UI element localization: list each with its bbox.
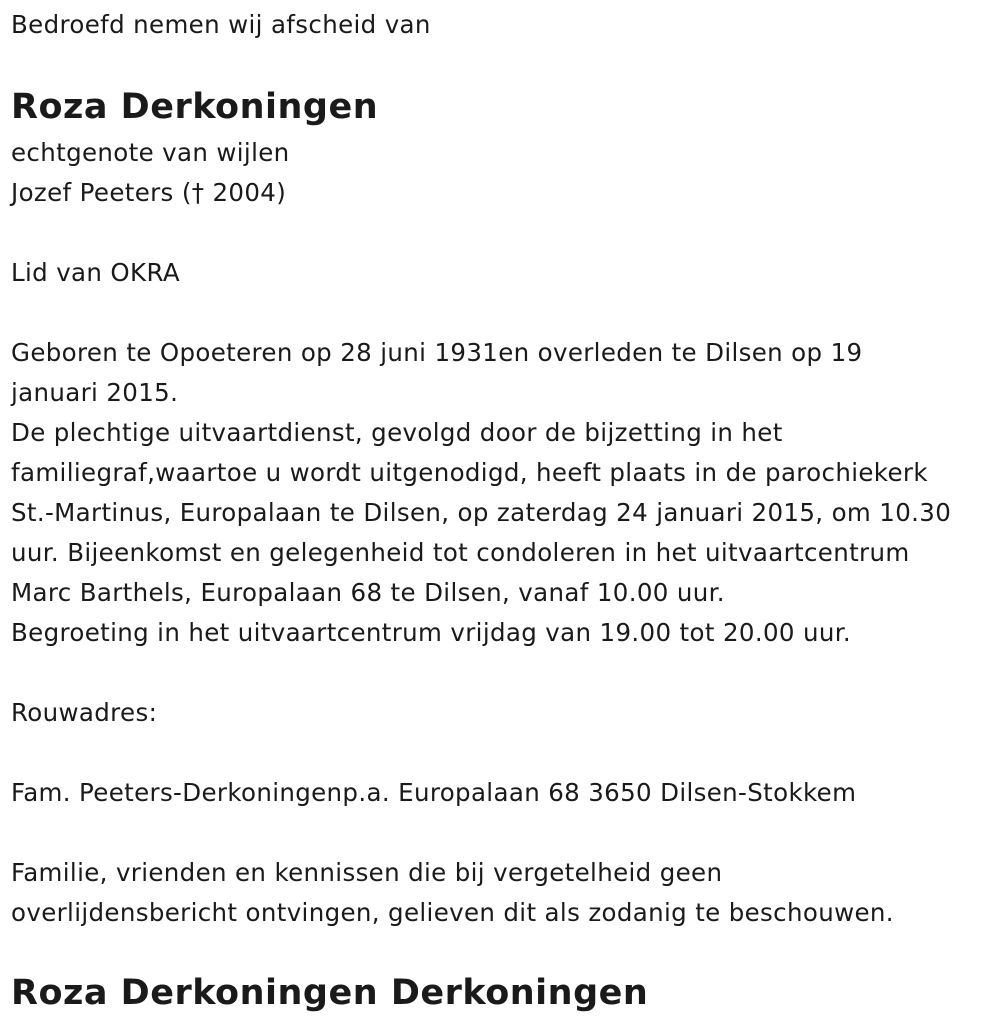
notice-block [11,853,894,933]
details-line: familiegraf,waartoe u wordt uitgenodigd, heeft plaats in de parochiekerk [11,458,928,487]
details-line: De plechtige uitvaartdienst, gevolgd door de bijzetting in het [11,418,783,447]
membership-block [11,253,180,293]
notice-line: overlijdensbericht ontvingen, gelieven dit als zodanig te beschouwen. [11,898,894,927]
spouse-death-year: 2004) [204,178,287,207]
rouwadres-label: Rouwadres: [11,698,158,727]
footer-name-heading: Roza Derkoningen Derkoningen [11,973,649,1013]
rouwadres-block [11,773,856,813]
notice-line: Familie, vrienden en kennissen die bij vergetelheid geen [11,858,723,887]
deceased-name-heading: Roza Derkoningen [11,87,379,127]
details-line: St.-Martinus, Europalaan te Dilsen, op zaterdag 24 januari 2015, om 10.30 [11,498,952,527]
cross-icon: † [191,178,205,207]
details-line: Begroeting in het uitvaartcentrum vrijdag van 19.00 tot 20.00 uur. [11,618,852,647]
details-block [11,333,951,653]
spouse-name: Jozef Peeters ( [11,178,192,207]
spouse-relation: echtgenote van wijlen [11,138,290,167]
membership-text: Lid van OKRA [11,258,180,287]
spouse-block [11,133,290,213]
rouwadres-address: Fam. Peeters-Derkoningenp.a. Europalaan 68 3650 Dilsen-Stokkem [11,778,857,807]
spouse-name-line [11,173,290,213]
details-line: januari 2015. [11,378,179,407]
intro-text: Bedroefd nemen wij afscheid van [11,10,431,39]
rouwadres-label-block [11,693,157,733]
details-line: uur. Bijeenkomst en gelegenheid tot condoleren in het uitvaartcentrum [11,538,910,567]
details-line: Marc Barthels, Europalaan 68 te Dilsen, vanaf 10.00 uur. [11,578,725,607]
details-line: Geboren te Opoeteren op 28 juni 1931en overleden te Dilsen op 19 [11,338,863,367]
